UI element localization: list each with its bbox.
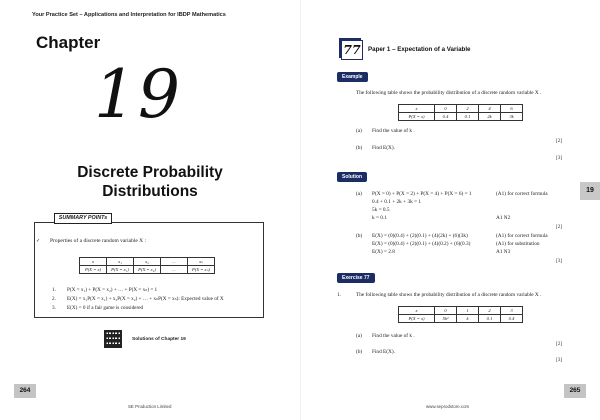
exercise-part-b-label: (b) <box>356 349 363 355</box>
list-item-number: 2. <box>52 296 56 302</box>
table-cell: 2 <box>479 307 501 315</box>
solution-b-line: E(X) = (0)(0.4) + (2)(0.1) + (4)(0.2) + (6)(0.3) <box>372 241 471 247</box>
example-part-b-marks: [3] <box>556 155 563 161</box>
table-row <box>399 113 523 121</box>
solution-a-marks: [2] <box>556 224 563 230</box>
list-item-text: P(X = x₁) + P(X = x₂) + … + P(X = xₙ) = 1 <box>67 287 158 293</box>
solutions-label: Solutions of Chapter 19 <box>132 337 186 342</box>
table-row <box>399 315 523 323</box>
example-part-b-label: (b) <box>356 145 363 151</box>
solution-a-line: k = 0.1 <box>372 215 387 221</box>
exercise-part-b-marks: [3] <box>556 357 563 363</box>
table-cell: P(X = xₙ) <box>188 266 215 274</box>
table-cell: 1 <box>457 307 479 315</box>
section-title: Paper 1 – Expectation of a Variable <box>368 46 471 53</box>
solution-b-note: (A1) for substitution <box>496 241 540 247</box>
list-item-text: E(X) = x₁P(X = x₁) + x₂P(X = x₂) + … + xₙP(X = xₙ): Expected value of X <box>67 296 224 302</box>
exercise-part-b-text: Find E(X). <box>372 349 395 355</box>
table-cell: P(X = x₁) <box>107 266 134 274</box>
table-cell: x₂ <box>134 258 161 266</box>
right-page-number: 265 <box>564 384 586 398</box>
solution-tag: Solution <box>337 172 367 182</box>
table-cell: P(X = x₂) <box>134 266 161 274</box>
list-item-number: 3. <box>52 305 56 311</box>
table-cell: x₁ <box>107 258 134 266</box>
table-cell: ... <box>161 266 188 274</box>
table-cell: 0 <box>435 307 457 315</box>
chapter-title-line2: Distributions <box>102 183 198 200</box>
page-spine <box>300 0 301 420</box>
right-footer: www.seprodstore.com <box>426 404 470 409</box>
table-cell: 0.4 <box>501 315 523 323</box>
table-cell: 0.1 <box>479 315 501 323</box>
chapter-number: 19 <box>94 56 182 133</box>
exercise-part-a-text: Find the value of k . <box>372 333 415 339</box>
left-page-number: 264 <box>14 384 36 398</box>
example-part-a-marks: [2] <box>556 138 563 144</box>
chapter-side-tab: 19 <box>580 182 600 200</box>
table-cell: x <box>399 105 435 113</box>
exercise-distribution-table <box>398 306 523 323</box>
table-cell: P(X = x) <box>399 315 435 323</box>
solution-b-line: E(X) = 2.8 <box>372 249 395 255</box>
table-cell: ... <box>161 258 188 266</box>
table-cell: 4 <box>479 105 501 113</box>
check-icon: ✓ <box>36 238 41 244</box>
table-row <box>399 307 523 315</box>
table-cell: 3 <box>501 307 523 315</box>
table-cell: 5k² <box>435 315 457 323</box>
list-item-number: 1. <box>52 287 56 293</box>
table-cell: 6 <box>501 105 523 113</box>
chapter-title <box>52 163 248 201</box>
table-cell: 0 <box>435 105 457 113</box>
solution-a-note: (A1) for correct formula <box>496 191 548 197</box>
table-row <box>80 266 215 274</box>
example-part-b-text: Find E(X). <box>372 145 395 151</box>
left-footer: SE Production Limited <box>128 404 172 409</box>
example-part-a-label: (a) <box>356 128 362 134</box>
book-header-title: Your Practice Set – Applications and Interpretation for IBDP Mathematics <box>32 12 226 18</box>
table-cell: k <box>457 315 479 323</box>
chapter-title-line1: Discrete Probability <box>77 164 223 181</box>
section-badge: 77 <box>341 40 363 60</box>
table-cell: xₙ <box>188 258 215 266</box>
qr-code-icon[interactable] <box>104 330 122 348</box>
summary-points-tab: SUMMARY POINTs <box>54 213 112 224</box>
solution-b-marks: [3] <box>556 258 563 264</box>
table-cell: 0.4 <box>435 113 457 121</box>
summary-bullet-text: Properties of a discrete random variable X : <box>50 238 147 244</box>
chapter-word: Chapter <box>36 33 101 52</box>
solution-b-note: (A1) for correct formula <box>496 233 548 239</box>
summary-distribution-table <box>79 257 215 274</box>
solution-b-label: (b) <box>356 233 363 239</box>
solution-a-line: P(X = 0) + P(X = 2) + P(X = 4) + P(X = 6) = 1 <box>372 191 472 197</box>
exercise-number: 1. <box>337 292 341 298</box>
table-cell: x <box>399 307 435 315</box>
exercise-tag: Exercise 77 <box>337 273 375 283</box>
table-cell: 0.1 <box>457 113 479 121</box>
list-item-text: E(X) = 0 if a fair game is considered <box>67 305 144 311</box>
solution-a-line: 0.4 + 0.1 + 2k + 3k = 1 <box>372 199 422 205</box>
solution-b-line: E(X) = (0)(0.4) + (2)(0.1) + (4)(2k) + (6)(3k) <box>372 233 468 239</box>
solution-a-note: A1 N2 <box>496 215 511 221</box>
table-cell: 2 <box>457 105 479 113</box>
table-cell: 2k <box>479 113 501 121</box>
solution-a-label: (a) <box>356 191 362 197</box>
example-distribution-table <box>398 104 523 121</box>
table-cell: 3k <box>501 113 523 121</box>
exercise-part-a-marks: [2] <box>556 341 563 347</box>
solution-b-note: A1 N3 <box>496 249 511 255</box>
table-cell: x <box>80 258 107 266</box>
exercise-part-a-label: (a) <box>356 333 362 339</box>
solution-a-line: 5k = 0.5 <box>372 207 390 213</box>
table-row <box>399 105 523 113</box>
exercise-intro: The following table shows the probability distribution of a discrete random variable X . <box>356 292 542 298</box>
table-cell: P(X = x) <box>399 113 435 121</box>
table-cell: P(X = x) <box>80 266 107 274</box>
table-row <box>80 258 215 266</box>
example-part-a-text: Find the value of k . <box>372 128 415 134</box>
example-tag: Example <box>337 72 368 82</box>
example-intro: The following table shows the probability distribution of a discrete random variable X . <box>356 90 542 96</box>
